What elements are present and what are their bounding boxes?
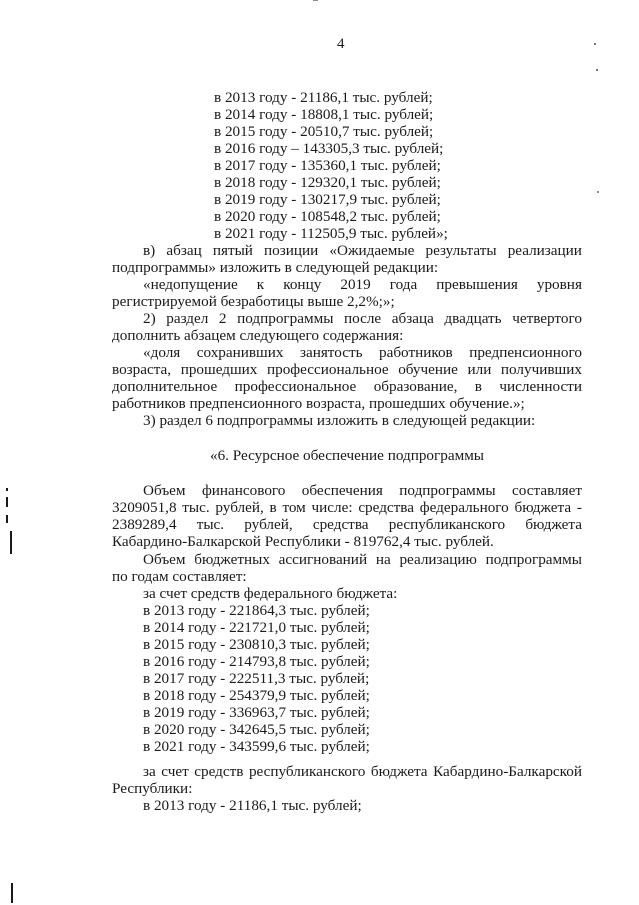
block1-year-line: в 2014 году - 18808,1 тыс. рублей;: [214, 106, 434, 123]
item2-line2: дополнить абзацем следующего содержания:: [112, 327, 404, 344]
republic-year-line: в 2013 году - 21186,1 тыс. рублей;: [143, 797, 362, 814]
federal-year-line: в 2018 году - 254379,9 тыс. рублей;: [143, 687, 370, 704]
quote1-line2: регистрируемой безработицы выше 2,2%;»;: [112, 293, 395, 310]
republic-label-line2: Республики:: [112, 780, 193, 797]
scan-mark: [594, 43, 596, 45]
block1-year-line: в 2018 году - 129320,1 тыс. рублей;: [214, 174, 441, 191]
funding-line4: Кабардино-Балкарской Республики - 819762,4 тыс. рублей.: [112, 533, 494, 550]
block1-year-line: в 2016 году – 143305,3 тыс. рублей;: [214, 140, 444, 157]
section-title: «6. Ресурсное обеспечение подпрограммы: [209, 447, 485, 464]
scan-mark: [597, 191, 599, 193]
federal-year-line: в 2017 году - 222511,3 тыс. рублей;: [143, 670, 370, 687]
scan-mark: [6, 497, 8, 507]
quote2-line1: «доля сохранивших занятость работников предпенсионного: [143, 344, 582, 361]
block1-year-line: в 2013 году - 21186,1 тыс. рублей;: [214, 89, 433, 106]
scan-mark: [596, 69, 598, 71]
scan-mark: [6, 515, 8, 523]
federal-year-line: в 2021 году - 343599,6 тыс. рублей;: [143, 738, 370, 755]
federal-year-line: в 2015 году - 230810,3 тыс. рублей;: [143, 636, 370, 653]
federal-year-line: в 2014 году - 221721,0 тыс. рублей;: [143, 619, 370, 636]
item2-line1: 2) раздел 2 подпрограммы после абзаца двадцать четвертого: [143, 310, 582, 327]
block1-year-line: в 2015 году - 20510,7 тыс. рублей;: [214, 123, 434, 140]
scan-mark: [6, 488, 8, 491]
quote2-line3: дополнительное профессиональное образование, в численности: [112, 378, 582, 395]
assign-line2: по годам составляет:: [112, 568, 247, 585]
para-v-line1: в) абзац пятый позиции «Ожидаемые результаты реализации: [143, 242, 582, 259]
federal-year-line: в 2013 году - 221864,3 тыс. рублей;: [143, 602, 370, 619]
item3-line: 3) раздел 6 подпрограммы изложить в следующей редакции:: [143, 412, 536, 429]
para-v-line2: подпрограммы» изложить в следующей редакции:: [112, 259, 439, 276]
funding-line1: Объем финансового обеспечения подпрограммы составляет: [143, 482, 582, 499]
federal-label: за счет средств федерального бюджета:: [143, 585, 398, 602]
republic-label-line1: за счет средств республиканского бюджета Кабардино-Балкарской: [143, 763, 582, 780]
federal-year-line: в 2020 году - 342645,5 тыс. рублей;: [143, 721, 370, 738]
block1-year-line: в 2020 году - 108548,2 тыс. рублей;: [214, 208, 441, 225]
quote2-line2: возраста, прошедших профессиональное обучение или получивших: [112, 361, 582, 378]
federal-year-line: в 2016 году - 214793,8 тыс. рублей;: [143, 653, 370, 670]
funding-line3: 2389289,4 тыс. рублей, средства республиканского бюджета: [112, 516, 582, 533]
block1-year-line: в 2019 году - 130217,9 тыс. рублей;: [214, 191, 441, 208]
federal-year-line: в 2019 году - 336963,7 тыс. рублей;: [143, 704, 370, 721]
scan-mark: [10, 531, 12, 554]
assign-line1: Объем бюджетных ассигнований на реализацию подпрограммы: [143, 551, 582, 568]
block1-year-line: в 2021 году - 112505,9 тыс. рублей»;: [214, 225, 448, 242]
page-number: 4: [337, 36, 345, 52]
quote1-line1: «недопущение к концу 2019 года превышения уровня: [143, 276, 582, 293]
quote2-line4: работников предпенсионного возраста, прошедших обучение.»;: [112, 395, 525, 412]
scan-mark: [313, 0, 318, 1]
funding-line2: 3209051,8 тыс. рублей, в том числе: средства федерального бюджета -: [112, 499, 582, 516]
block1-year-line: в 2017 году - 135360,1 тыс. рублей;: [214, 157, 441, 174]
scan-mark: [11, 883, 13, 903]
